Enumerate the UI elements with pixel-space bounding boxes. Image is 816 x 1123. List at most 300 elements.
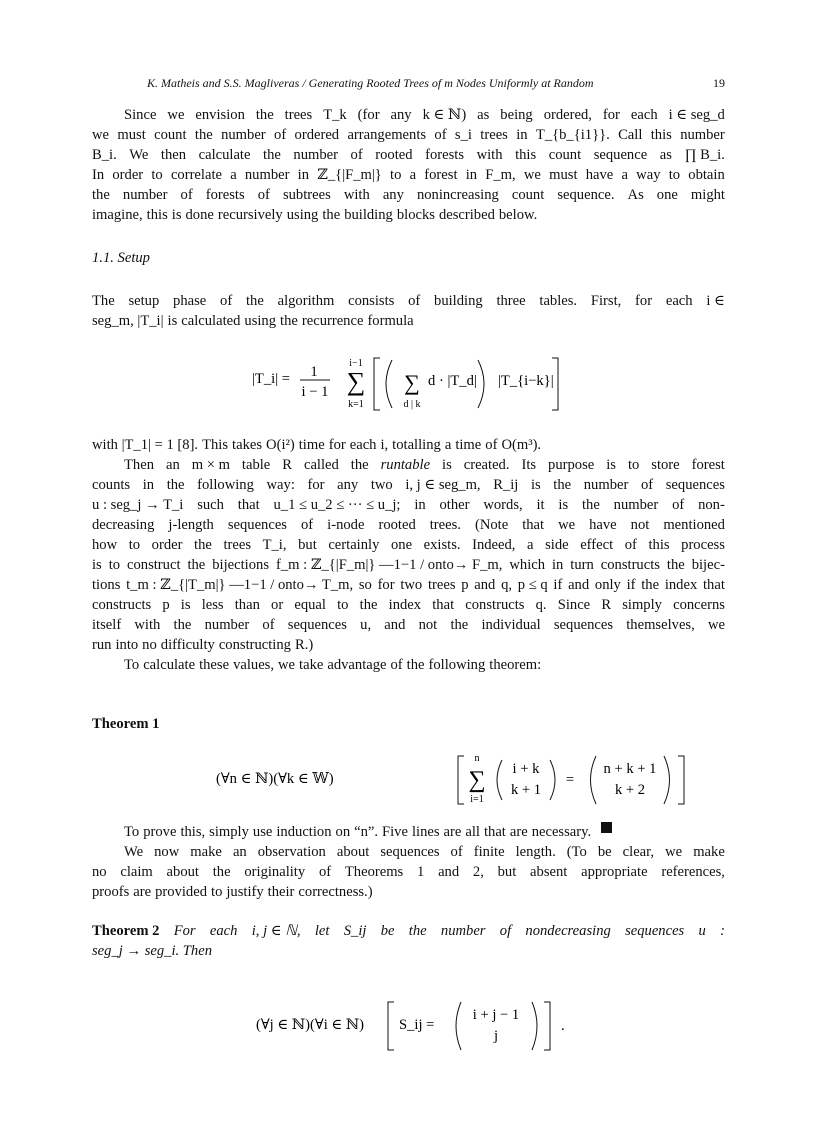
word: Indeed, [472, 537, 516, 553]
word: a [230, 167, 237, 183]
word: constructs [465, 597, 525, 613]
word: u [698, 923, 706, 939]
word: two [370, 477, 393, 493]
word: for [635, 293, 653, 309]
word: In [92, 167, 105, 183]
word: such [197, 497, 224, 513]
theorem2-line2-text: seg_j → seg_i. Then [92, 943, 212, 959]
word: j-length [168, 517, 214, 533]
word: seg_m, |T_i| [92, 313, 164, 329]
word: it [536, 497, 545, 513]
word: induction [276, 824, 332, 840]
word: and [384, 617, 406, 633]
word: order [112, 167, 144, 183]
word: other [439, 497, 470, 513]
word: trees [223, 537, 252, 553]
word: a [621, 167, 628, 183]
word: time [455, 437, 482, 453]
word: Then [124, 457, 154, 473]
word: exists. [423, 537, 461, 553]
word: the [641, 577, 660, 593]
word: Five [382, 824, 408, 840]
thm2-binom-bottom: j [493, 1028, 499, 1044]
word: rooted [378, 517, 416, 533]
word: q. [535, 597, 547, 613]
word: (Note [474, 517, 509, 533]
text-line [92, 882, 725, 902]
word: simply [209, 824, 249, 840]
word: of [499, 923, 512, 939]
eq1-inner-term: d · |T_d| [428, 373, 477, 389]
thm1-binom-right-top: n + k + 1 [603, 761, 657, 777]
thm1-sum-top: n [474, 753, 480, 764]
word: p ≤ q [517, 577, 548, 593]
word: number [122, 187, 168, 203]
word: proofs [92, 884, 130, 900]
word: of [450, 844, 463, 860]
word: the [581, 497, 600, 513]
word: to [108, 557, 121, 573]
text-line [92, 145, 725, 165]
word: in [516, 127, 528, 143]
word: into [115, 637, 139, 653]
word: the [666, 557, 685, 573]
word: “n”. [354, 824, 379, 840]
word: Theorems [344, 864, 404, 880]
word: make [693, 844, 725, 860]
word: three [496, 293, 526, 309]
word: any [382, 187, 404, 203]
word: calculate [143, 657, 196, 673]
word: construct [127, 557, 181, 573]
word: no [142, 637, 157, 653]
word: index [664, 577, 698, 593]
word: done [185, 207, 214, 223]
theorem2-statement [92, 921, 725, 961]
word: i ∈ seg_d [668, 107, 725, 123]
word: of [624, 537, 637, 553]
word: in [297, 167, 310, 183]
word: this [648, 537, 670, 553]
word: is [530, 477, 541, 493]
word: their [267, 884, 295, 900]
word: Its [521, 457, 537, 473]
word: claim [120, 864, 153, 880]
eq1-lhs: |T_i| = [252, 371, 290, 387]
word: forest [691, 457, 725, 473]
word: To [124, 824, 140, 840]
word: are [133, 884, 152, 900]
word: q, [501, 577, 513, 593]
word: but [298, 537, 317, 553]
word: theorem: [489, 657, 542, 673]
word: the [212, 864, 231, 880]
word: observation [257, 844, 326, 860]
word: each [665, 293, 693, 309]
word: This [202, 437, 229, 453]
word: length. [515, 844, 556, 860]
word: necessary. [531, 824, 592, 840]
word: that [432, 597, 455, 613]
word: and [568, 577, 590, 593]
word: is [558, 497, 569, 513]
word: s_i [454, 127, 472, 143]
word: constructing [218, 637, 291, 653]
eq1-outer-term: |T_{i−k}| [498, 373, 554, 389]
word: correctness.) [298, 884, 373, 900]
word: provided [155, 884, 208, 900]
word: building [434, 293, 483, 309]
text-line [92, 165, 725, 185]
word: number [221, 127, 266, 143]
svg-text:∑: ∑ [468, 767, 486, 793]
text-line [92, 555, 725, 575]
word: number [204, 617, 250, 633]
word: which [509, 557, 546, 573]
word: less [201, 597, 224, 613]
word: O(m³). [501, 437, 542, 453]
word: words, [483, 497, 523, 513]
word: store [651, 457, 680, 473]
word: with [134, 617, 161, 633]
word: how [92, 537, 118, 553]
word: we [558, 517, 576, 533]
word: might [690, 187, 725, 203]
word: count [511, 187, 545, 203]
word: i ∈ [706, 293, 725, 309]
word: of [262, 617, 275, 633]
word: of [350, 147, 363, 163]
word: sequences [625, 923, 685, 939]
word: ℤ_{|F_m|} [317, 167, 382, 183]
word: each [630, 107, 658, 123]
word: phase [173, 293, 207, 309]
word: this [515, 147, 537, 163]
word: purpose [548, 457, 595, 473]
word: advantage [327, 657, 387, 673]
word: p [162, 597, 170, 613]
word: this [146, 207, 168, 223]
text-line [92, 822, 725, 842]
word: of [318, 864, 332, 880]
word: We [129, 147, 149, 163]
word: ∏ B_i. [684, 147, 725, 163]
word: have [585, 167, 614, 183]
word: we [523, 167, 541, 183]
word: the [406, 657, 425, 673]
word: that [483, 824, 506, 840]
word: count [548, 147, 582, 163]
word: of [434, 127, 447, 143]
word: on [335, 824, 351, 840]
word: sequences [227, 517, 287, 533]
word: T_k [323, 107, 347, 123]
word: all [465, 824, 480, 840]
word: the [450, 617, 469, 633]
word: subtrees [282, 187, 331, 203]
word: sequence [593, 147, 648, 163]
theorem1-svg [216, 752, 716, 808]
word: and [474, 577, 496, 593]
word: non- [698, 497, 725, 513]
section-heading: 1.1. Setup [92, 250, 150, 266]
word: calculate [198, 147, 251, 163]
word: 1 [417, 864, 425, 880]
word: be [597, 844, 612, 860]
word: i, j ∈ seg_m, [405, 477, 481, 493]
word: be [380, 923, 395, 939]
word: or [271, 597, 284, 613]
word: the [408, 923, 427, 939]
word: concerns [673, 597, 725, 613]
word: runtable [380, 457, 431, 473]
text-line [92, 475, 725, 495]
thm1-binom-left-bottom: k + 1 [510, 782, 542, 798]
word: each [209, 923, 238, 939]
word: order [151, 537, 183, 553]
word: nondecreasing [525, 923, 611, 939]
word: that [522, 517, 545, 533]
word: about [336, 844, 370, 860]
word: and [438, 864, 460, 880]
word: created. [463, 457, 510, 473]
word: bijec- [691, 557, 725, 573]
word: formula [367, 313, 414, 329]
setup-paragraph [92, 291, 725, 331]
word: called [303, 457, 339, 473]
text-line [92, 535, 725, 555]
word: absent [530, 864, 568, 880]
word: recurrence [301, 313, 364, 329]
word: a [444, 437, 452, 453]
word: the [280, 313, 298, 329]
word: one [390, 537, 413, 553]
word: prove [143, 824, 177, 840]
word: table [241, 457, 271, 473]
word: imagine, [92, 207, 143, 223]
word: to [627, 457, 640, 473]
text-line [92, 615, 725, 635]
word: bijections [212, 557, 269, 573]
word: to [211, 884, 223, 900]
thm1-sum-bottom: i=1 [470, 794, 484, 805]
word: We [124, 844, 144, 860]
word: R.) [294, 637, 314, 653]
word: calculated [181, 313, 241, 329]
word: R_ij [493, 477, 519, 493]
word: is [171, 207, 182, 223]
word: (for [357, 107, 380, 123]
word: side [545, 537, 569, 553]
word: : [720, 923, 725, 939]
word: First, [590, 293, 622, 309]
theorem2-line2 [92, 941, 725, 961]
word: itself [92, 617, 122, 633]
word: To [124, 657, 140, 673]
word: equal [294, 597, 326, 613]
recurrence-svg [252, 354, 572, 414]
word: an [232, 844, 247, 860]
word: decreasing [92, 517, 155, 533]
theorem1-equation [216, 752, 716, 813]
word: f_m : ℤ_{|F_m|} —1−1 / onto→ F_m, [275, 557, 503, 573]
intro-paragraph [92, 105, 725, 225]
word: of [220, 293, 233, 309]
word: clear, [622, 844, 655, 860]
word: certainly [328, 537, 380, 553]
word: The [92, 293, 115, 309]
word: an [165, 457, 180, 473]
word: of [300, 517, 314, 533]
word: to [668, 167, 681, 183]
word: each [349, 437, 377, 453]
text-line [92, 105, 725, 125]
word: use [252, 824, 273, 840]
word: have [589, 517, 617, 533]
word: takes [232, 437, 263, 453]
word: this [650, 127, 672, 143]
word: forests [425, 147, 465, 163]
word: appropriate [581, 864, 648, 880]
word: as [659, 147, 672, 163]
word: must [117, 127, 146, 143]
word: i, j ∈ ℕ, [251, 923, 301, 939]
word: this, [180, 824, 206, 840]
word: ordered, [543, 107, 592, 123]
word: S_ij [343, 923, 367, 939]
word: mentioned [663, 517, 725, 533]
word: nonincreasing [416, 187, 499, 203]
word: any [390, 107, 412, 123]
text-line [92, 595, 725, 615]
recurrence-equation [252, 354, 572, 419]
word: in [414, 497, 426, 513]
word: if [553, 577, 563, 593]
word: that [702, 577, 725, 593]
word: T_i, [262, 537, 287, 553]
word: F_m, [485, 167, 516, 183]
text-line [92, 862, 725, 882]
word: we [92, 127, 110, 143]
word: setup [128, 293, 160, 309]
word: for [328, 437, 346, 453]
thm1-binom-right-bottom: k + 2 [614, 782, 646, 798]
eq1-inner-sum-bottom: d | k [403, 399, 421, 410]
eq1-frac-den: i − 1 [301, 384, 329, 400]
word: the [173, 617, 192, 633]
word: index [388, 597, 422, 613]
word: is [167, 313, 178, 329]
page-number: 19 [713, 76, 725, 90]
word: must [549, 167, 578, 183]
text-line [92, 655, 725, 675]
eq1-sum-bottom: k=1 [348, 399, 364, 410]
word: sequences [665, 477, 725, 493]
word: in [142, 477, 155, 493]
word: tables. [539, 293, 578, 309]
text-line [92, 575, 725, 595]
word: then [160, 147, 187, 163]
word: that [237, 497, 260, 513]
text-line [92, 291, 725, 311]
word: process [681, 537, 725, 553]
word: number [680, 127, 725, 143]
word: is [92, 557, 102, 573]
word: O(i²) [266, 437, 295, 453]
word: i, [380, 437, 389, 453]
word: T_{b_{i1}}. [535, 127, 610, 143]
word: let [314, 923, 330, 939]
word: run [92, 637, 112, 653]
word: values, [233, 657, 274, 673]
word: about [166, 864, 199, 880]
word: counts [92, 477, 131, 493]
word: number [293, 147, 338, 163]
word: following [428, 657, 486, 673]
text-line [92, 125, 725, 145]
word: consists [348, 293, 395, 309]
eq1-frac-num: 1 [310, 364, 318, 380]
word: u : seg_j → T_i [92, 497, 184, 513]
word: forests [205, 187, 245, 203]
text-line [92, 455, 725, 475]
word: finite [473, 844, 505, 860]
word: number [440, 923, 486, 939]
word: sequences [287, 617, 347, 633]
word: a [527, 537, 534, 553]
word: of [640, 477, 654, 493]
word: tions [92, 577, 121, 593]
word: algorithm [277, 293, 335, 309]
word: below. [498, 207, 538, 223]
word: of [672, 497, 685, 513]
word: of [390, 657, 403, 673]
word: B_i. [92, 147, 117, 163]
word: simply [622, 597, 662, 613]
word: m × m [191, 457, 230, 473]
eq1-sum-top: i−1 [349, 358, 363, 369]
word: trees. [429, 517, 461, 533]
word: in [551, 557, 564, 573]
word: the [92, 187, 110, 203]
word: with [476, 147, 503, 163]
word: sequences [553, 617, 614, 633]
word: than [234, 597, 260, 613]
theorem2-heading: Theorem 2 [92, 923, 160, 939]
text-line [92, 205, 725, 225]
word: sequences [380, 844, 440, 860]
word: is [606, 457, 616, 473]
word: for [307, 477, 325, 493]
word: we [278, 657, 296, 673]
word: way [636, 167, 661, 183]
word: obtain [688, 167, 725, 183]
word: using [286, 207, 319, 223]
word: so [358, 577, 372, 593]
word: k ∈ ℕ) [422, 107, 467, 123]
word: time [298, 437, 325, 453]
text-line [92, 635, 725, 655]
text-line [92, 515, 725, 535]
word: u, [360, 617, 372, 633]
text-line [92, 435, 725, 455]
word: totalling [392, 437, 441, 453]
word: to [151, 167, 163, 183]
word: the [322, 207, 341, 223]
word: Since [124, 107, 157, 123]
word: of [274, 127, 287, 143]
word: themselves, [626, 617, 695, 633]
